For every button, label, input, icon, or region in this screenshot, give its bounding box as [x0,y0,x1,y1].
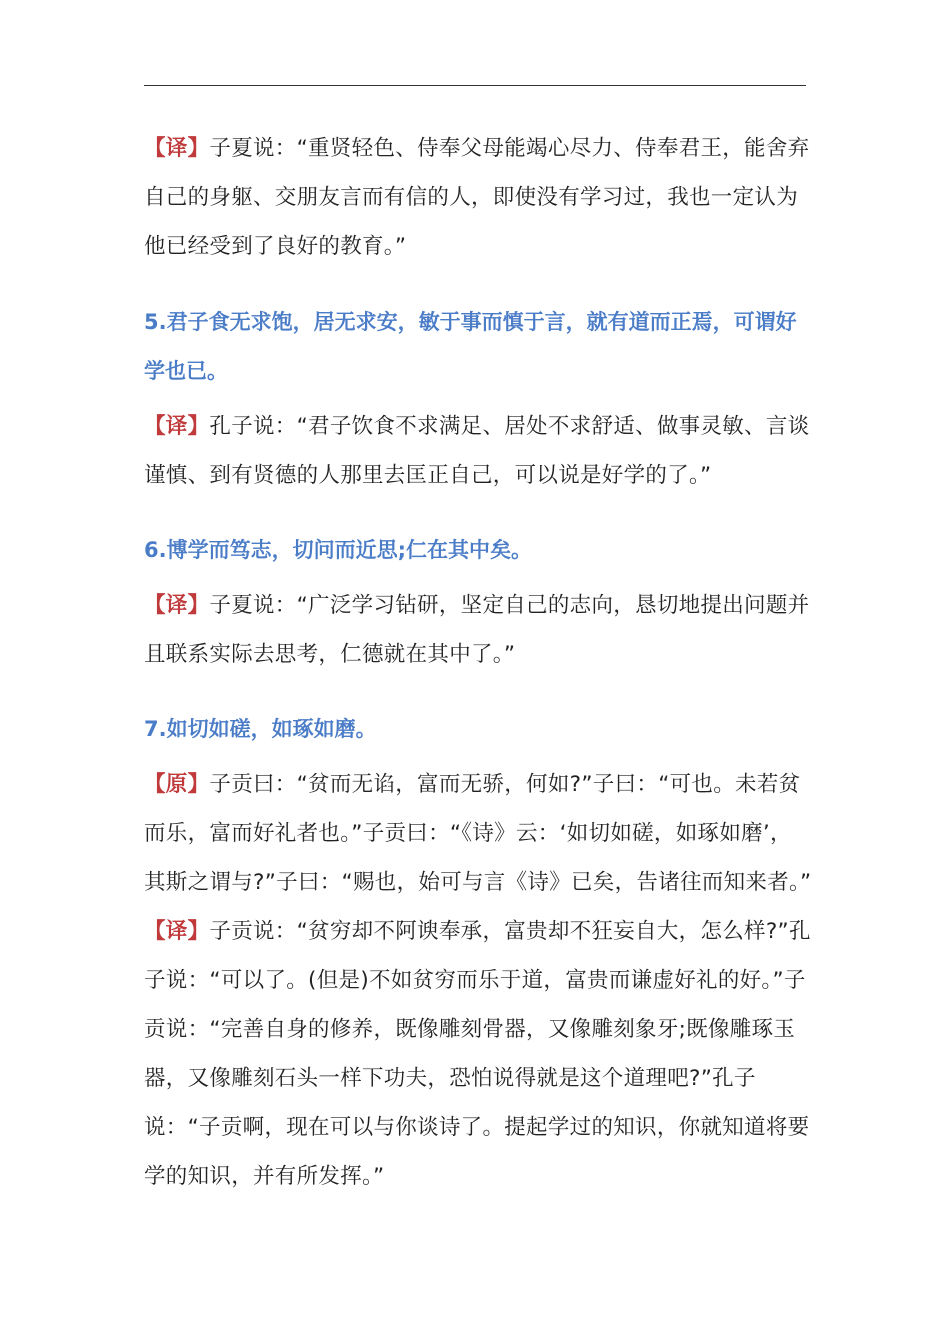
translation-paragraph [144,124,812,271]
section-heading-6: 6.博学而笃志，切问而近思;仁在其中矣。 [144,538,532,562]
translation-text: 子夏说：“重贤轻色、侍奉父母能竭心尽力、侍奉君王，能舍弃自己的身躯、交朋友言而有信的人，即使没有学习过，我也一定认为他已经受到了良好的教育。” [144,136,810,259]
translation-text: 孔子说：“君子饮食不求满足、居处不求舒适、做事灵敏、言谈谨慎、到有贤德的人那里去匡正自己，可以说是好学的了。” [144,414,810,488]
translation-paragraph [144,581,812,679]
original-paragraph [144,760,812,907]
section-heading-5: 5.君子食无求饱，居无求安，敏于事而慎于言，就有道而正焉，可谓好学也已。 [144,310,797,383]
section-heading-7: 7.如切如磋，如琢如磨。 [144,717,377,741]
document-body [144,124,812,1201]
translation-text: 子夏说：“广泛学习钻研，坚定自己的志向，恳切地提出问题并且联系实际去思考，仁德就在其中了。” [144,593,810,667]
translation-tag: 【译】 [144,593,210,618]
translation-tag: 【译】 [144,136,210,161]
translation-paragraph [144,402,812,500]
translation-tag: 【译】 [144,414,210,439]
top-divider [144,85,806,86]
original-text: 子贡曰：“贫而无谄，富而无骄，何如?”子曰：“可也。未若贫而乐，富而好礼者也。”子贡曰：“《诗》云：‘如切如磋，如琢如磨’，其斯之谓与?”子曰：“赐也，始可与言《诗》已矣，告诸往而知来者。” [144,772,812,895]
translation-tag: 【译】 [144,919,210,944]
original-tag: 【原】 [144,772,210,797]
translation-paragraph [144,907,812,1201]
translation-text: 子贡说：“贫穷却不阿谀奉承，富贵却不狂妄自大，怎么样?”孔子说：“可以了。(但是)不如贫穷而乐于道，富贵而谦虚好礼的好。”子贡说：“完善自身的修养，既像雕刻骨器，又像雕刻象牙;既像雕琢玉器，又像雕刻石头一样下功夫，恐怕说得就是这个道理吧?”孔子说：“子贡啊，现在可以与你谈诗了。提起学过的知识，你就知道将要学的知识，并有所发挥。” [144,919,811,1189]
